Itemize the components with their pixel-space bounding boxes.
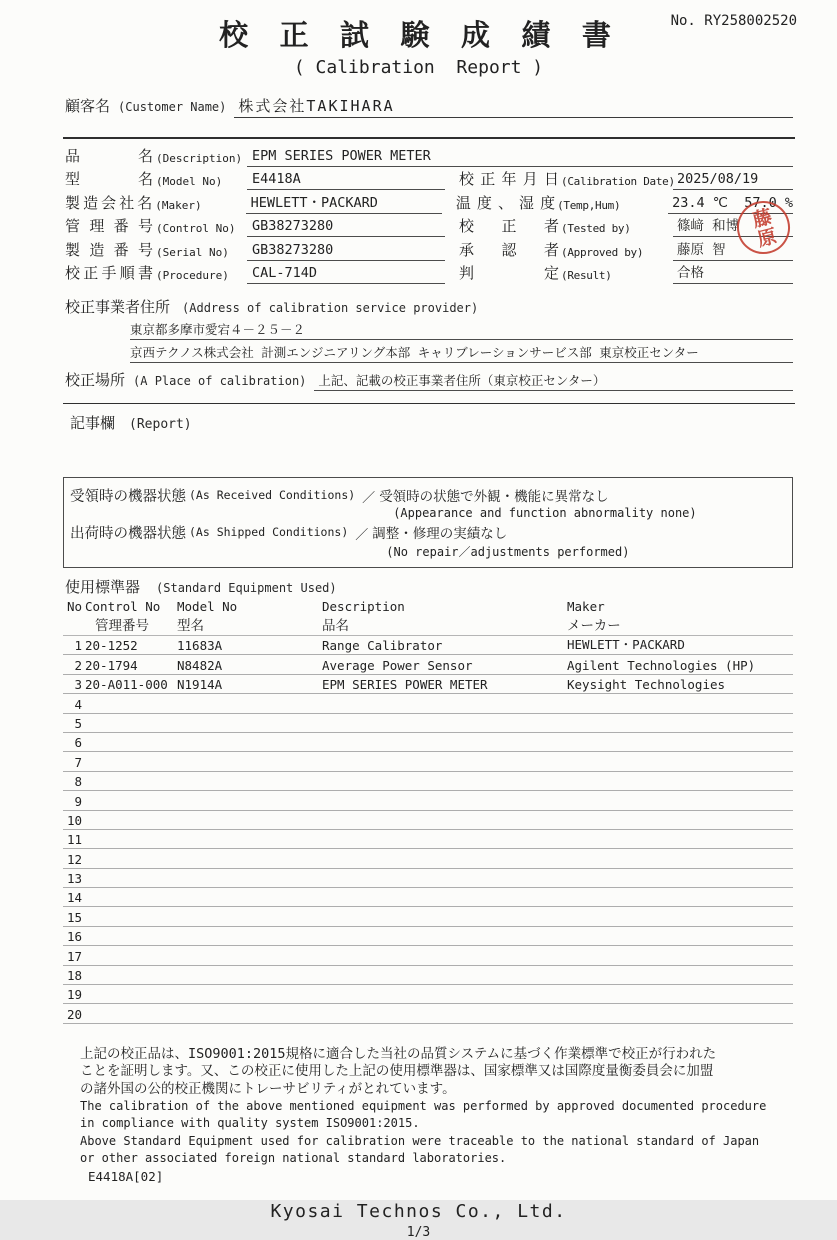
- address-header: [65, 296, 793, 317]
- row-control-no: [85, 809, 177, 810]
- as-received-label-en: (As Received Conditions): [189, 488, 356, 502]
- as-received-label-jp: 受領時の機器状態: [70, 489, 186, 505]
- certification-en-line: Above Standard Equipment used for calibration were traceable to the national standard of Japan: [80, 1133, 760, 1148]
- result-label-jp: 判 定: [459, 264, 559, 282]
- temp-hum-value: 23.4 ℃ 57.0 %: [668, 195, 793, 214]
- row-model-no: [177, 983, 322, 984]
- equipment-section-header: [65, 576, 837, 597]
- table-row: [63, 694, 793, 713]
- row-maker: Keysight Technologies: [567, 677, 726, 693]
- table-row: [63, 888, 793, 907]
- spec-row-serial-no: [65, 237, 793, 261]
- row-control-no: [85, 983, 177, 984]
- row-number: 1: [74, 638, 82, 654]
- row-number: 18: [66, 968, 82, 984]
- row-number: 7: [74, 754, 82, 770]
- row-model-no: [177, 809, 322, 810]
- row-model-no: [177, 886, 322, 887]
- table-row: [63, 849, 793, 868]
- row-number: 14: [66, 890, 82, 906]
- row-control-no: [85, 750, 177, 751]
- certification-jp-line: の諸外国の公的校正機関にトレーサビリティがとれています。: [80, 1080, 456, 1097]
- row-model-no: [177, 770, 322, 771]
- page-subtitle: ( Calibration Report ): [293, 57, 544, 78]
- spec-section: [65, 143, 793, 284]
- row-maker: [567, 867, 793, 868]
- row-control-no: [85, 847, 177, 848]
- row-maker: [567, 1002, 793, 1003]
- row-maker: [567, 750, 793, 751]
- row-maker: [567, 925, 793, 926]
- address-line-1: 東京都多摩市愛宕４－２５－２: [130, 320, 793, 340]
- row-description: [322, 828, 567, 829]
- certification-jp-line: 上記の校正品は、ISO9001:2015規格に適合した当社の品質システムに基づく作業標準で校正が行われた: [80, 1045, 717, 1062]
- row-number: 19: [66, 987, 82, 1003]
- certification-statement: [80, 1046, 797, 1185]
- table-row: [63, 869, 793, 888]
- as-received-text-jp: 受領時の状態で外観・機能に異常なし: [379, 489, 609, 505]
- equipment-rows: [63, 636, 793, 1024]
- table-row: [63, 1004, 793, 1023]
- control-no-value: GB38273280: [247, 218, 445, 237]
- table-row: [63, 966, 793, 985]
- row-maker: [567, 886, 793, 887]
- row-model-no: 11683A: [177, 638, 223, 654]
- certification-en-line: The calibration of the above mentioned equipment was performed by approved documented procedure: [80, 1099, 767, 1114]
- procedure-label-jp: 校正手順書: [65, 264, 153, 282]
- spec-row-description: [65, 143, 793, 167]
- row-maker: [567, 905, 793, 906]
- row-description: [322, 944, 567, 945]
- as-received-text: [379, 485, 696, 520]
- row-description: [322, 905, 567, 906]
- standard-equipment-table: [63, 599, 793, 1024]
- address-label-jp: 校正事業者住所: [65, 298, 171, 316]
- row-description: [322, 964, 567, 965]
- table-row: [63, 752, 793, 771]
- row-maker: [567, 983, 793, 984]
- row-control-no: [85, 944, 177, 945]
- row-control-no: [85, 925, 177, 926]
- col-header-model-jp: 型名: [177, 618, 204, 634]
- row-description: [322, 1022, 567, 1023]
- serial-no-value: GB38273280: [247, 242, 445, 261]
- row-number: 17: [66, 948, 82, 964]
- row-description: [322, 789, 567, 790]
- row-maker: [567, 789, 793, 790]
- row-control-no: [85, 712, 177, 713]
- table-row: [63, 636, 793, 655]
- row-number: 4: [74, 696, 82, 712]
- row-control-no: [85, 905, 177, 906]
- approved-by-value: 藤原 智: [673, 238, 793, 261]
- table-row: [63, 675, 793, 694]
- table-row: [63, 811, 793, 830]
- row-control-no: [85, 731, 177, 732]
- row-number: 8: [74, 774, 82, 790]
- remarks-label-jp: 記事欄: [70, 414, 116, 432]
- approved-by-label-en: (Approved by): [561, 245, 644, 259]
- row-description: [322, 886, 567, 887]
- col-header-no-spacer: [63, 614, 85, 634]
- row-number: 9: [74, 793, 82, 809]
- row-control-no: [85, 828, 177, 829]
- row-number: 3: [74, 677, 82, 693]
- row-model-no: [177, 867, 322, 868]
- result-label-en: (Result): [561, 269, 612, 282]
- place-label-en: (A Place of calibration): [133, 374, 307, 388]
- row-model-no: N1914A: [177, 677, 223, 693]
- calibration-place-row: [65, 369, 793, 391]
- row-description: EPM SERIES POWER METER: [322, 677, 488, 693]
- row-description: [322, 750, 567, 751]
- table-row: [63, 655, 793, 674]
- row-number: 11: [66, 832, 82, 848]
- row-description: [322, 770, 567, 771]
- temp-hum-label-en: (Temp,Hum): [557, 198, 621, 212]
- procedure-value: CAL-714D: [247, 265, 445, 284]
- row-control-no: [85, 886, 177, 887]
- row-model-no: [177, 750, 322, 751]
- certification-jp-line: ことを証明します。又、この校正に使用した上記の使用標準器は、国家標準又は国際度量衡委員会に加盟: [80, 1063, 714, 1080]
- row-maker: [567, 712, 793, 713]
- row-maker: [567, 828, 793, 829]
- row-number: 2: [74, 657, 82, 673]
- table-row: [63, 907, 793, 926]
- equipment-heading-en: (Standard Equipment Used): [156, 581, 337, 595]
- serial-no-label-jp: 製造番号: [65, 240, 153, 259]
- model-label-en: (Model No): [156, 175, 223, 188]
- col-header-control-en: Control No: [85, 599, 161, 614]
- certification-en-line: or other associated foreign national standard laboratories.: [80, 1151, 507, 1166]
- row-description: [322, 809, 567, 810]
- table-row: [63, 733, 793, 752]
- as-shipped-label-en: (As Shipped Conditions): [189, 525, 349, 539]
- equipment-heading-jp: 使用標準器: [65, 578, 141, 596]
- col-header-no: No: [66, 599, 82, 614]
- row-description: Range Calibrator: [322, 638, 443, 654]
- row-control-no: [85, 770, 177, 771]
- customer-label-jp: 顧客名: [65, 97, 111, 115]
- serial-no-label-en: (Serial No): [156, 245, 229, 259]
- col-header-maker-en: Maker: [567, 599, 605, 614]
- as-shipped-text-en: (No repair／adjustments performed): [386, 545, 630, 559]
- as-received-condition-row: [70, 485, 786, 520]
- row-number: 13: [66, 871, 82, 887]
- customer-row: [65, 95, 793, 118]
- document-reference: E4418A[02]: [88, 1168, 164, 1184]
- maker-label-jp: 製造会社名: [65, 193, 153, 212]
- col-header-description-en: Description: [322, 599, 405, 614]
- customer-label-en: (Customer Name): [118, 100, 227, 114]
- table-row: [63, 927, 793, 946]
- as-shipped-text: [372, 522, 629, 560]
- spec-row-maker: [65, 190, 793, 214]
- row-control-no: [85, 1022, 177, 1023]
- table-header-jp: [63, 614, 793, 636]
- as-shipped-text-jp: 調整・修理の実績なし: [372, 526, 508, 542]
- spec-row-control-no: [65, 214, 793, 238]
- calibration-date-value: 2025/08/19: [673, 171, 793, 190]
- row-model-no: [177, 905, 322, 906]
- as-shipped-condition-row: [70, 522, 786, 560]
- control-no-label-jp: 管理番号: [65, 217, 153, 235]
- page-title: 校 正 試 験 成 績 書: [219, 18, 618, 52]
- row-model-no: [177, 925, 322, 926]
- tested-by-label-jp: 校 正 者: [459, 217, 559, 235]
- description-label-en: (Description): [156, 151, 243, 165]
- row-model-no: [177, 944, 322, 945]
- row-control-no: 20-A011-000: [85, 677, 168, 693]
- section-divider: [63, 403, 795, 404]
- col-header-maker-jp: メーカー: [567, 618, 621, 634]
- row-description: [322, 983, 567, 984]
- col-header-model-en: Model No: [177, 599, 238, 614]
- row-model-no: [177, 1022, 322, 1023]
- row-description: [322, 731, 567, 732]
- row-model-no: [177, 731, 322, 732]
- row-control-no: [85, 1002, 177, 1003]
- row-description: [322, 925, 567, 926]
- row-description: Average Power Sensor: [322, 657, 473, 673]
- row-number: 10: [66, 812, 82, 828]
- spec-row-procedure: [65, 261, 793, 285]
- description-label-jp: 品 名: [65, 146, 153, 165]
- remarks-label-en: (Report): [129, 417, 192, 432]
- procedure-label-en: (Procedure): [156, 269, 229, 282]
- company-name: Kyosai Technos Co., Ltd.: [270, 1201, 567, 1223]
- row-maker: [567, 944, 793, 945]
- row-description: [322, 712, 567, 713]
- row-model-no: [177, 1002, 322, 1003]
- row-control-no: [85, 867, 177, 868]
- row-model-no: [177, 964, 322, 965]
- row-maker: [567, 809, 793, 810]
- address-label-en: (Address of calibration service provider): [182, 301, 479, 315]
- row-model-no: [177, 847, 322, 848]
- description-value: EPM SERIES POWER METER: [247, 148, 793, 167]
- as-received-text-en: (Appearance and function abnormality none): [393, 506, 697, 520]
- title-block: [0, 0, 837, 78]
- section-divider: [63, 137, 795, 139]
- row-number: 20: [66, 1006, 82, 1022]
- as-shipped-label-jp: 出荷時の機器状態: [70, 526, 186, 542]
- row-maker: [567, 847, 793, 848]
- report-number: No. RY258002520: [670, 13, 797, 29]
- row-number: 5: [74, 715, 82, 731]
- place-label-jp: 校正場所: [65, 371, 126, 389]
- maker-label-en: (Maker): [155, 198, 202, 212]
- row-maker: Agilent Technologies (HP): [567, 657, 756, 673]
- row-maker: HEWLETT・PACKARD: [567, 637, 685, 653]
- row-description: [322, 867, 567, 868]
- row-control-no: 20-1794: [85, 657, 138, 673]
- conditions-box: [63, 477, 793, 568]
- address-line-2: 京西テクノス株式会社 計測エンジニアリング本部 キャリブレーションサービス部 東京校正センター: [130, 343, 793, 363]
- row-maker: [567, 770, 793, 771]
- row-number: 15: [66, 909, 82, 925]
- table-row: [63, 830, 793, 849]
- row-control-no: [85, 964, 177, 965]
- table-row: [63, 714, 793, 733]
- col-header-control-jp: 管理番号: [95, 618, 149, 634]
- row-model-no: [177, 828, 322, 829]
- row-control-no: 20-1252: [85, 638, 138, 654]
- approved-by-label-jp: 承 認 者: [459, 240, 559, 259]
- row-description: [322, 1002, 567, 1003]
- table-row: [63, 946, 793, 965]
- row-maker: [567, 964, 793, 965]
- page-number: 1/3: [406, 1225, 431, 1240]
- table-row: [63, 985, 793, 1004]
- approval-hanko-stamp: 藤原: [731, 195, 795, 259]
- place-value: 上記、記載の校正事業者住所（東京校正センター）: [314, 371, 793, 391]
- table-header-en: [63, 599, 793, 614]
- tested-by-label-en: (Tested by): [561, 222, 631, 235]
- row-description: [322, 847, 567, 848]
- row-number: 16: [66, 929, 82, 945]
- row-model-no: N8482A: [177, 657, 223, 673]
- row-number: 6: [74, 735, 82, 751]
- row-model-no: [177, 712, 322, 713]
- row-model-no: [177, 789, 322, 790]
- report-remarks-header: [70, 412, 837, 433]
- calibration-date-label-en: (Calibration Date): [561, 175, 675, 188]
- table-row: [63, 791, 793, 810]
- control-no-label-en: (Control No): [156, 222, 236, 235]
- model-value: E4418A: [247, 171, 445, 190]
- temp-hum-label-jp: 温度、湿度: [455, 193, 556, 212]
- maker-value: HEWLETT・PACKARD: [246, 191, 442, 214]
- slash-separator: ／: [355, 528, 369, 543]
- calibration-date-label-jp: 校正年月日: [459, 170, 559, 188]
- tested-by-value: 篠﨑 和博: [673, 214, 793, 237]
- customer-name-value: 株式会社TAKIHARA: [234, 95, 793, 118]
- row-maker: [567, 1022, 793, 1023]
- certification-en-line: in compliance with quality system ISO9001:2015.: [80, 1116, 420, 1131]
- result-value: 合格: [673, 261, 793, 284]
- row-control-no: [85, 789, 177, 790]
- model-label-jp: 型 名: [65, 170, 153, 188]
- spec-row-model: [65, 167, 793, 191]
- row-number: 12: [66, 851, 82, 867]
- slash-separator: ／: [362, 491, 376, 506]
- table-row: [63, 772, 793, 791]
- col-header-description-jp: 品名: [322, 618, 349, 634]
- row-maker: [567, 731, 793, 732]
